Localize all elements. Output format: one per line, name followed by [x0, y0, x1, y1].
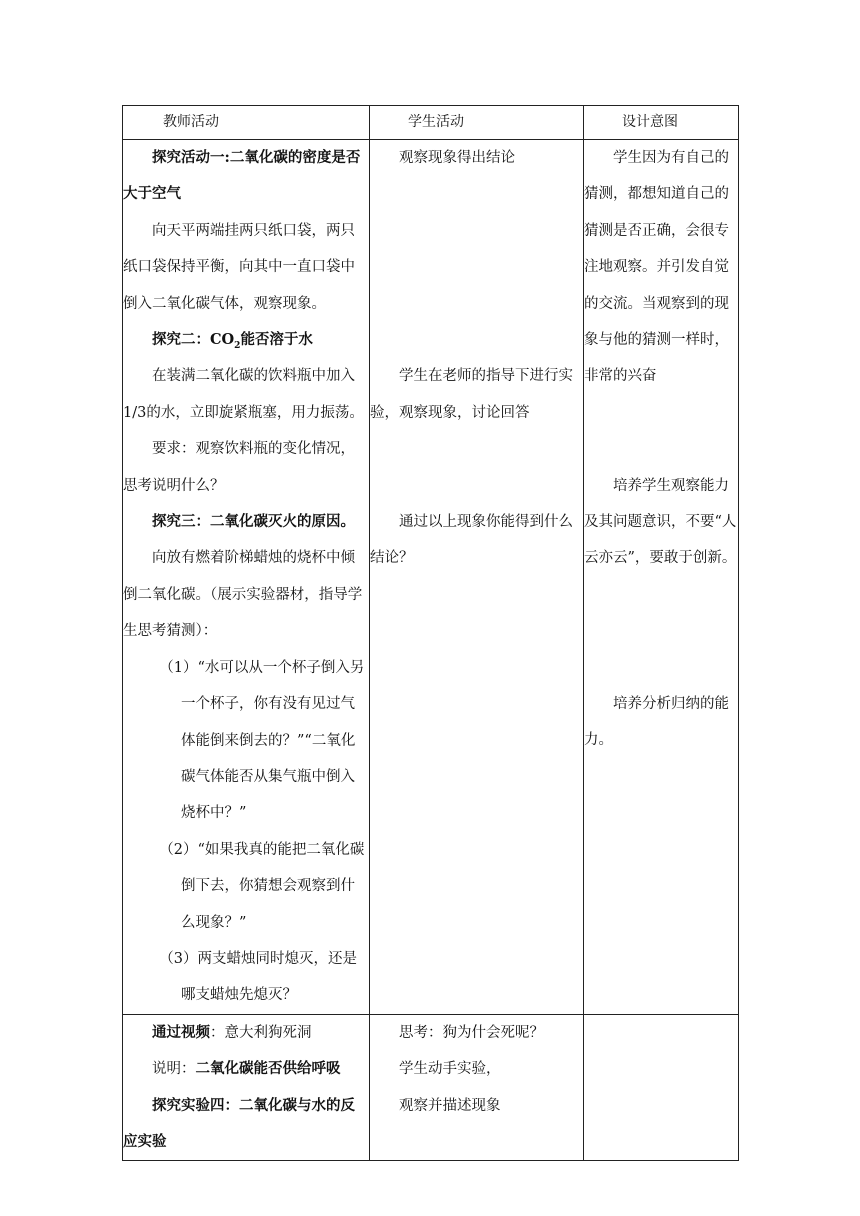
table-row	[123, 1014, 739, 1161]
explore4-title: 探究实验四：二氧化碳与水的反应实验	[123, 1096, 355, 1150]
question-2: （2）“如果我真的能把二氧化碳倒下去，你猜想会观察到什么现象？”	[159, 841, 365, 931]
teacher-activity-cell	[123, 140, 370, 1015]
intent-3: 培养分析归纳的能力。	[584, 696, 729, 749]
student-activity-cell	[370, 140, 584, 1015]
explore2-title	[123, 322, 369, 358]
student-hands-on: 学生动手实验，	[399, 1061, 501, 1078]
student-think: 思考：狗为什会死呢？	[399, 1024, 544, 1041]
header-student-cell	[370, 106, 584, 140]
explore2-text: 在装满二氧化碳的饮料瓶中加入1/3的水，立即旋紧瓶塞，用力振荡。	[123, 368, 364, 421]
header-teacher: 教师活动	[163, 114, 219, 130]
explore2-title-b: 能否溶于水	[240, 331, 313, 349]
student-conclusion: 通过以上现象你能得到什么结论？	[370, 513, 573, 567]
header-intent-cell	[584, 106, 739, 140]
header-student: 学生活动	[408, 114, 464, 130]
student-activity-cell-2	[370, 1014, 584, 1161]
design-intent-cell	[584, 140, 739, 1015]
explore1-text: 向天平两端挂两只纸口袋，两只纸口袋保持平衡，向其中一直口袋中倒入二氧化碳气体，观察现象。	[123, 222, 355, 312]
table-row	[123, 140, 739, 1015]
explain-line	[123, 1051, 369, 1087]
design-intent-cell-2	[584, 1014, 739, 1161]
explore2-title-sub: 2	[234, 340, 241, 351]
lesson-plan-table	[122, 105, 739, 1161]
video-label: 通过视频	[152, 1023, 210, 1041]
student-observe: 观察现象得出结论	[399, 150, 515, 166]
header-intent: 设计意图	[622, 114, 678, 130]
explore1-title: 探究活动一:二氧化碳的密度是否大于空气	[123, 149, 361, 203]
explore2-title-a: 探究二：CO	[152, 331, 235, 349]
question-3: （3）两支蜡烛同时熄灭，还是哪支蜡烛先熄灭？	[159, 950, 357, 1004]
student-experiment: 学生在老师的指导下进行实验，观察现象，讨论回答	[370, 368, 573, 421]
explore3-text: 向放有燃着阶梯蜡烛的烧杯中倾倒二氧化碳。（展示实验器材，指导学生思考猜测）：	[123, 550, 363, 640]
header-teacher-cell	[123, 106, 370, 140]
intent-2: 培养学生观察能力及其问题意识，不要“人云亦云”，要敢于创新。	[584, 477, 737, 567]
question-1: （1）“水可以从一个杯子倒入另一个杯子，你有没有见过气体能倒来倒去的？”“二氧化碳气体能否从集气瓶中倒入烧杯中？”	[159, 659, 365, 822]
explain-text: 二氧化碳能否供给呼吸	[195, 1060, 341, 1078]
teacher-activity-cell-2	[123, 1014, 370, 1161]
explain-label: 说明：	[152, 1061, 196, 1078]
video-text: ：意大利狗死洞	[210, 1024, 312, 1041]
intent-1: 学生因为有自己的猜测，都想知道自己的猜测是否正确，会很专注地观察。并引发自觉的交流。当观察到的现象与他的猜测一样时，非常的兴奋	[584, 150, 729, 385]
explore3-title: 探究三：二氧化碳灭火的原因。	[152, 513, 355, 531]
header-row	[123, 106, 739, 140]
explore2-requirement: 要求：观察饮料瓶的变化情况，思考说明什么？	[123, 441, 355, 494]
video-line	[123, 1015, 369, 1051]
student-describe: 观察并描述现象	[399, 1097, 501, 1114]
